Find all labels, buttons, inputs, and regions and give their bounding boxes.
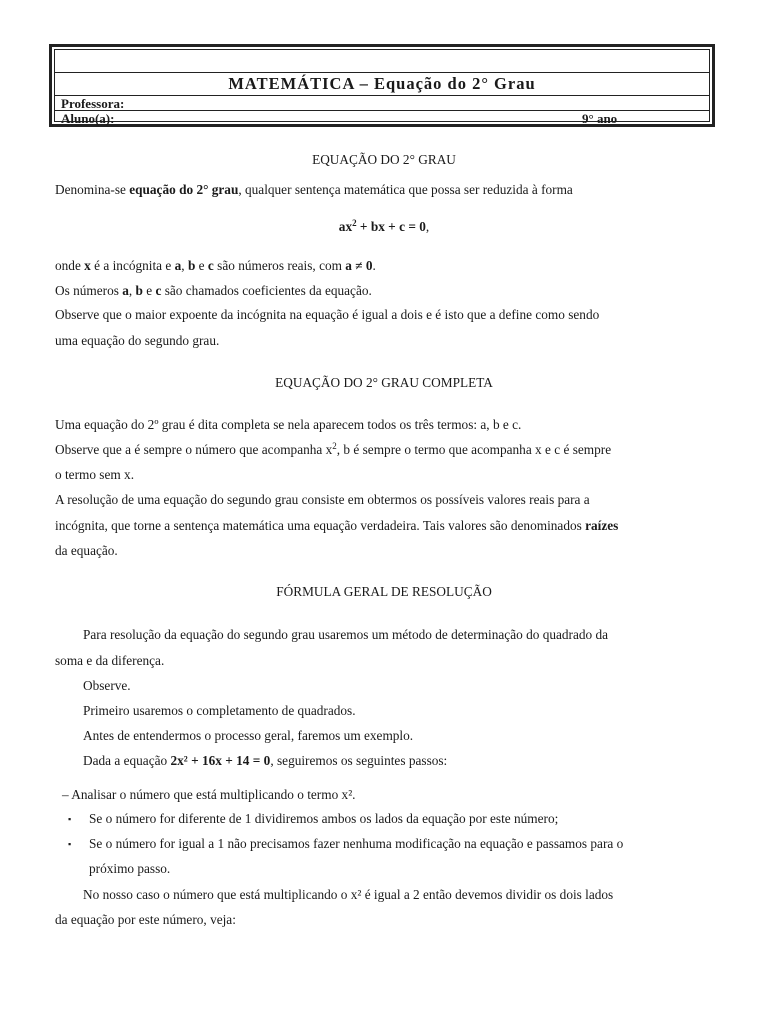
caso-line-1: No nosso caso o número que está multiplicando o x² é igual a 2 então devemos dividir os dois lados	[83, 887, 614, 902]
dada-line	[83, 754, 447, 767]
header-inner-frame	[54, 49, 710, 126]
formula-exponent: 2	[352, 218, 357, 228]
coef-text-3: e	[142, 283, 156, 298]
complete-p2-text-a: Observe que a é sempre o número que acompanha x	[55, 442, 333, 457]
onde-x: x	[84, 258, 91, 273]
step-line: – Analisar o número que está multiplicando o termo x².	[62, 787, 356, 802]
professora-label: Professora:	[61, 96, 125, 111]
onde-text-1: onde	[55, 258, 85, 273]
complete-p3-line1: A resolução de uma equação do segundo grau consiste em obtermos os possíveis valores reais para a	[55, 492, 590, 507]
complete-p2-line2: o termo sem x.	[55, 467, 135, 482]
complete-p2-text-b: , b é sempre o termo que acompanha x e c é sempre	[336, 442, 612, 457]
coef-paragraph	[55, 284, 372, 297]
coef-text-2: ,	[128, 283, 136, 298]
formula-comma: ,	[425, 219, 430, 234]
general-formula	[0, 220, 768, 233]
header-box	[49, 44, 715, 127]
header-divider-top	[55, 72, 709, 73]
obs-line-2: uma equação do segundo grau.	[55, 333, 220, 348]
complete-p2-line1	[55, 443, 611, 456]
onde-c: c	[207, 258, 214, 273]
coef-b: b	[135, 283, 143, 298]
coef-text-4: são chamados coeficientes da equação.	[161, 283, 372, 298]
bullet-item-1: Se o número for diferente de 1 dividiremos ambos os lados da equação por este número;	[89, 811, 559, 826]
formula-p1-line1: Para resolução da equação do segundo grau usaremos um método de determinação do quadrado da	[83, 627, 609, 642]
onde-paragraph	[55, 259, 376, 272]
formula-p1-line2: soma e da diferença.	[55, 653, 165, 668]
formula-rest: + bx + c = 0	[356, 219, 426, 234]
section1-heading: EQUAÇÃO DO 2° GRAU	[312, 152, 456, 167]
section2-heading: EQUAÇÃO DO 2° GRAU COMPLETA	[275, 375, 493, 390]
dada-text-b: , seguiremos os seguintes passos:	[270, 753, 448, 768]
formula-ax: ax	[338, 219, 353, 234]
onde-text-2: é a incógnita e	[90, 258, 175, 273]
complete-p3-line2	[55, 519, 618, 532]
document-title: MATEMÁTICA – Equação do 2° Grau	[228, 74, 536, 93]
complete-p3-text: incógnita, que torne a sentença matemática uma equação verdadeira. Tais valores são denominados	[55, 518, 586, 533]
onde-text-3: ,	[181, 258, 188, 273]
coef-c: c	[155, 283, 162, 298]
complete-p3-line3: da equação.	[55, 543, 118, 558]
aluno-label: Aluno(a):	[61, 111, 115, 126]
caso-line-2: da equação por este número, veja:	[55, 912, 236, 927]
complete-p2-exponent: 2	[332, 441, 337, 451]
onde-a: a	[174, 258, 182, 273]
coef-a: a	[122, 283, 129, 298]
onde-text-4: e	[195, 258, 208, 273]
dada-text-a: Dada a equação	[83, 753, 171, 768]
antes-line: Antes de entendermos o processo geral, faremos um exemplo.	[83, 728, 414, 743]
header-divider-1	[55, 95, 709, 96]
complete-p1: Uma equação do 2º grau é dita completa se nela aparecem todos os três termos: a, b e c.	[55, 417, 522, 432]
onde-text-6: .	[372, 258, 376, 273]
obs-line-1: Observe que o maior expoente da incógnita na equação é igual a dois e é isto que a define como sendo	[55, 307, 600, 322]
example-equation: 2x² + 16x + 14 = 0	[170, 753, 271, 768]
bullet-item-2-line2: próximo passo.	[89, 861, 171, 876]
bullet-item-2-line1: Se o número for igual a 1 não precisamos fazer nenhuma modificação na equação e passamos para o	[89, 836, 624, 851]
coef-text-1: Os números	[55, 283, 123, 298]
primeiro-line: Primeiro usaremos o completamento de quadrados.	[83, 703, 356, 718]
onde-condition: a ≠ 0	[345, 258, 373, 273]
intro-text-1: Denomina-se	[55, 182, 130, 197]
section3-heading: FÓRMULA GERAL DE RESOLUÇÃO	[276, 584, 492, 599]
grade-label: 9° ano	[582, 111, 618, 126]
bullet-marker-2: ▪	[68, 839, 72, 849]
onde-text-5: são números reais, com	[213, 258, 346, 273]
onde-b: b	[187, 258, 196, 273]
intro-text-2: , qualquer sentença matemática que possa ser reduzida à forma	[238, 182, 573, 197]
bullet-marker-1: ▪	[68, 814, 72, 824]
intro-bold-term: equação do 2° grau	[129, 182, 239, 197]
intro-paragraph	[55, 183, 573, 196]
observe-line: Observe.	[83, 678, 131, 693]
raizes-term: raízes	[585, 518, 619, 533]
